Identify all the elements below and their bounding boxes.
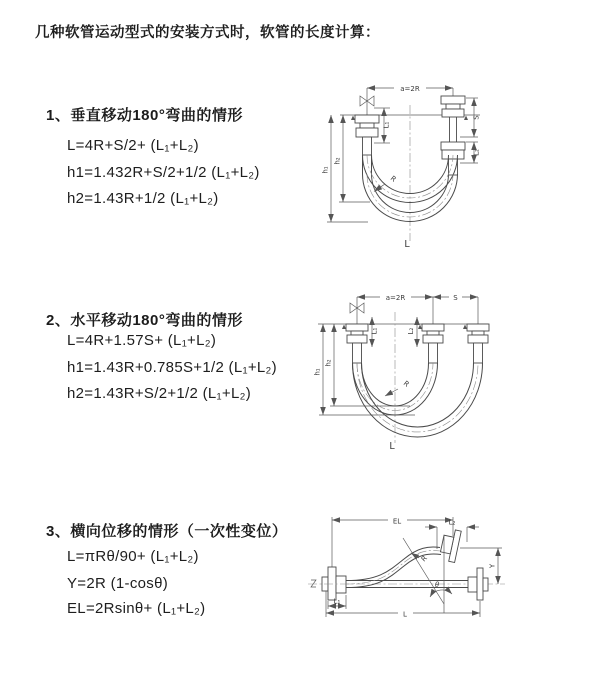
up-arrow-icon	[463, 325, 467, 330]
up-arrow-icon	[342, 325, 346, 330]
section-2-heading: 2、水平移动180°弯曲的情形	[46, 312, 243, 329]
left-flange	[322, 567, 346, 600]
dim-h1-label: h₁	[313, 368, 322, 376]
right-flange	[468, 568, 488, 600]
diagram-lateral-displacement	[300, 505, 600, 630]
dim-l2-label: L₂	[472, 149, 481, 156]
diagram-horizontal-180-bend	[310, 285, 600, 455]
dim-l1-label: L₁	[382, 121, 391, 129]
middle-fitting	[422, 324, 444, 363]
length-label: L	[404, 239, 410, 250]
dim-h2-label: h₂	[324, 359, 333, 367]
up-arrow-icon	[418, 325, 422, 330]
length-label: L	[389, 441, 395, 452]
section-1-formula-h2: h2=1.43R+1/2 (L₁+L₂)	[67, 190, 219, 207]
section-2-formula-h1: h1=1.43R+0.785S+1/2 (L₁+L₂)	[67, 359, 277, 376]
section-3-formula-L: L=πRθ/90+ (L₁+L₂)	[67, 548, 199, 565]
section-3-formula-EL: EL=2Rsinθ+ (L₁+L₂)	[67, 600, 206, 617]
section-1-formula-h1: h1=1.432R+S/2+1/2 (L₁+L₂)	[67, 164, 260, 181]
dim-l2-label: L₂	[407, 327, 415, 335]
right-fitting	[467, 324, 489, 363]
left-fitting	[355, 115, 379, 155]
up-arrow-icon	[464, 116, 468, 121]
radius-label: R	[401, 379, 411, 389]
hose-curves	[353, 363, 483, 437]
diagram-vertical-180-bend	[310, 75, 600, 255]
dim-a2r-label: a=2R	[385, 293, 406, 302]
dim-y-label: Y	[488, 563, 497, 569]
dim-l1-label: L₁	[370, 327, 379, 335]
dim-l2-label: L₂	[448, 518, 456, 527]
dim-h2-label: h₂	[333, 157, 342, 165]
angle-theta-label: θ	[434, 581, 440, 589]
section-2-formula-h2: h2=1.43R+S/2+1/2 (L₁+L₂)	[67, 385, 252, 402]
section-3-heading: 3、横向位移的情形（一次性变位）	[46, 523, 288, 540]
dim-l1-label: L₁	[333, 597, 341, 606]
bent-hose-position	[346, 547, 441, 587]
section-2-formula-L: L=4R+1.57S+ (L₁+L₂)	[67, 332, 217, 349]
tilted-flange	[439, 528, 461, 563]
dim-l-label: L	[403, 610, 407, 619]
radius-label: R	[419, 554, 429, 564]
section-1-heading: 1、垂直移动180°弯曲的情形	[46, 107, 243, 124]
dim-el-label: EL	[392, 517, 402, 526]
break-mark-icon	[311, 580, 316, 587]
dim-s-label: S	[472, 115, 481, 120]
dim-a2r-label: a=2R	[400, 85, 420, 93]
section-1-formula-L: L=4R+S/2+ (L₁+L₂)	[67, 137, 199, 154]
dim-h1-label: h₁	[321, 166, 330, 174]
left-fitting	[346, 324, 368, 363]
page-title: 几种软管运动型式的安装方式时，软管的长度计算：	[35, 25, 380, 41]
dim-s-label: S	[453, 293, 458, 302]
section-3-formula-Y: Y=2R (1-cosθ)	[67, 575, 169, 592]
radius-label: R	[388, 174, 398, 184]
up-arrow-icon	[351, 116, 355, 121]
